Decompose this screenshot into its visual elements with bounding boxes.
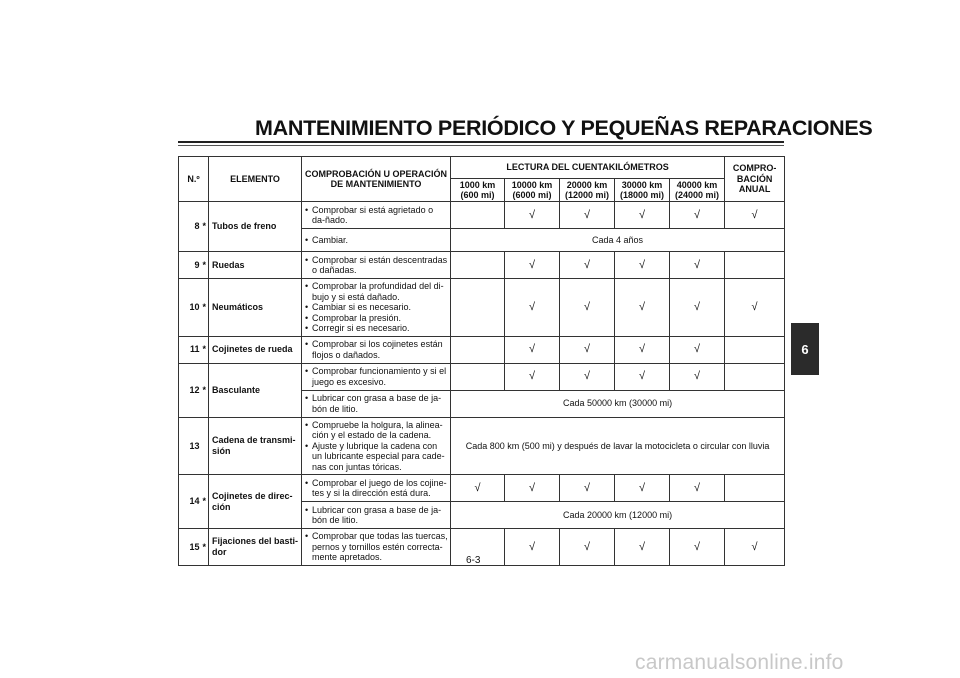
- check-mark: √: [505, 202, 560, 229]
- operation-text: • Corregir si es necesario.: [305, 323, 448, 334]
- check-mark: √: [670, 279, 725, 337]
- operation-text: • Lubricar con grasa a base de ja-bón de litio.: [305, 505, 448, 526]
- section-tab: 6: [791, 323, 819, 375]
- operation-text: • Comprobar la profundidad del di-bujo y si está dañado.: [305, 281, 448, 302]
- item-number: 15: [179, 529, 201, 566]
- title-rule-thin: [178, 145, 784, 146]
- check-mark: √: [560, 336, 615, 363]
- dealer-mark: *: [201, 529, 209, 566]
- item-operations: [302, 363, 451, 390]
- check-mark: √: [505, 252, 560, 279]
- check-mark: √: [560, 202, 615, 229]
- table-row: [179, 336, 785, 363]
- dealer-mark: *: [201, 475, 209, 529]
- table-row: [179, 363, 785, 390]
- check-mark: √: [505, 363, 560, 390]
- item-number: 13: [179, 417, 201, 475]
- operation-text: • Ajuste y lubrique la cadena con un lubricante especial para cade-nas con juntas tóricas.: [305, 441, 448, 473]
- dealer-mark: *: [201, 336, 209, 363]
- check-mark: √: [670, 252, 725, 279]
- item-element: Tubos de freno: [209, 202, 302, 252]
- header-interval: 20000 km (12000 mi): [560, 179, 615, 202]
- item-operations: [302, 336, 451, 363]
- check-mark: √: [615, 363, 670, 390]
- check-mark: √: [615, 279, 670, 337]
- dealer-mark: *: [201, 363, 209, 417]
- header-interval: 30000 km (18000 mi): [615, 179, 670, 202]
- check-mark: √: [505, 279, 560, 337]
- item-operations: [302, 475, 451, 502]
- empty-cell: [725, 336, 785, 363]
- item-element: Cadena de transmi-sión: [209, 417, 302, 475]
- operation-text: • Cambiar si es necesario.: [305, 302, 448, 313]
- operation-text: • Comprobar funcionamiento y si el juego es excesivo.: [305, 366, 448, 387]
- watermark: carmanualsonline.info: [635, 651, 844, 674]
- table-row: [179, 475, 785, 502]
- operation-text: • Cambiar.: [305, 235, 448, 246]
- check-mark: √: [725, 202, 785, 229]
- item-operations: [302, 417, 451, 475]
- item-operations: [302, 502, 451, 529]
- check-mark: √: [560, 363, 615, 390]
- interval-text: Cada 20000 km (12000 mi): [451, 502, 785, 529]
- operation-text: • Comprobar la presión.: [305, 313, 448, 324]
- item-number: 9: [179, 252, 201, 279]
- empty-cell: [451, 202, 505, 229]
- item-operations: [302, 529, 451, 566]
- table-row: [179, 279, 785, 337]
- header-interval: 10000 km (6000 mi): [505, 179, 560, 202]
- item-element: Fijaciones del basti-dor: [209, 529, 302, 566]
- operation-text: • Lubricar con grasa a base de ja-bón de litio.: [305, 393, 448, 414]
- check-mark: √: [615, 529, 670, 566]
- check-mark: √: [560, 279, 615, 337]
- check-mark: √: [670, 202, 725, 229]
- check-mark: √: [670, 336, 725, 363]
- dealer-mark: *: [201, 252, 209, 279]
- operation-text: • Comprobar si están descentradas o dañadas.: [305, 255, 448, 276]
- check-mark: √: [725, 529, 785, 566]
- operation-text: • Comprobar que todas las tuercas, pernos y tornillos estén correcta-mente apretados.: [305, 531, 448, 563]
- header-operation: COMPROBACIÓN U OPERACIÓN DE MANTENIMIENTO: [302, 157, 451, 202]
- item-operations: [302, 202, 451, 229]
- check-mark: √: [615, 252, 670, 279]
- check-mark: √: [451, 475, 505, 502]
- check-mark: √: [505, 529, 560, 566]
- item-operations: [302, 252, 451, 279]
- page-number: 6-3: [466, 555, 481, 566]
- header-annual: COMPRO-BACIÓN ANUAL: [725, 157, 785, 202]
- table-row: [179, 202, 785, 229]
- interval-text: Cada 800 km (500 mi) y después de lavar la motocicleta o circular con lluvia: [451, 417, 785, 475]
- item-element: Ruedas: [209, 252, 302, 279]
- empty-cell: [725, 475, 785, 502]
- item-element: Basculante: [209, 363, 302, 417]
- check-mark: √: [505, 336, 560, 363]
- check-mark: √: [725, 279, 785, 337]
- check-mark: √: [505, 475, 560, 502]
- page-title: MANTENIMIENTO PERIÓDICO Y PEQUEÑAS REPARACIONES: [255, 116, 873, 140]
- header-element: ELEMENTO: [209, 157, 302, 202]
- item-operations: [302, 279, 451, 337]
- table-row: [179, 417, 785, 475]
- check-mark: √: [670, 475, 725, 502]
- operation-text: • Comprobar si está agrietado o da-ñado.: [305, 205, 448, 226]
- empty-cell: [451, 363, 505, 390]
- item-operations: [302, 229, 451, 252]
- header-interval: 40000 km (24000 mi): [670, 179, 725, 202]
- item-element: Cojinetes de direc-ción: [209, 475, 302, 529]
- table-row: [179, 529, 785, 566]
- check-mark: √: [560, 252, 615, 279]
- empty-cell: [725, 363, 785, 390]
- operation-text: • Compruebe la holgura, la alinea-ción y el estado de la cadena.: [305, 420, 448, 441]
- interval-text: Cada 4 años: [451, 229, 785, 252]
- item-number: 10: [179, 279, 201, 337]
- header-interval: 1000 km (600 mi): [451, 179, 505, 202]
- empty-cell: [725, 252, 785, 279]
- title-rule: [178, 141, 784, 143]
- check-mark: √: [615, 336, 670, 363]
- item-element: Neumáticos: [209, 279, 302, 337]
- item-number: 8: [179, 202, 201, 252]
- item-element: Cojinetes de rueda: [209, 336, 302, 363]
- check-mark: √: [615, 202, 670, 229]
- item-operations: [302, 390, 451, 417]
- operation-text: • Comprobar si los cojinetes están flojos o dañados.: [305, 339, 448, 360]
- dealer-mark: *: [201, 202, 209, 252]
- interval-text: Cada 50000 km (30000 mi): [451, 390, 785, 417]
- check-mark: √: [615, 475, 670, 502]
- item-number: 12: [179, 363, 201, 417]
- dealer-mark: *: [201, 279, 209, 337]
- table-row: [179, 252, 785, 279]
- check-mark: √: [560, 529, 615, 566]
- empty-cell: [451, 252, 505, 279]
- item-number: 14: [179, 475, 201, 529]
- check-mark: √: [670, 363, 725, 390]
- maintenance-table: [178, 156, 785, 566]
- item-number: 11: [179, 336, 201, 363]
- header-number: N.º: [179, 157, 209, 202]
- header-odometer: LECTURA DEL CUENTAKILÓMETROS: [451, 157, 725, 179]
- empty-cell: [451, 336, 505, 363]
- operation-text: • Comprobar el juego de los cojine-tes y si la dirección está dura.: [305, 478, 448, 499]
- dealer-mark: [201, 417, 209, 475]
- check-mark: √: [560, 475, 615, 502]
- check-mark: √: [670, 529, 725, 566]
- empty-cell: [451, 279, 505, 337]
